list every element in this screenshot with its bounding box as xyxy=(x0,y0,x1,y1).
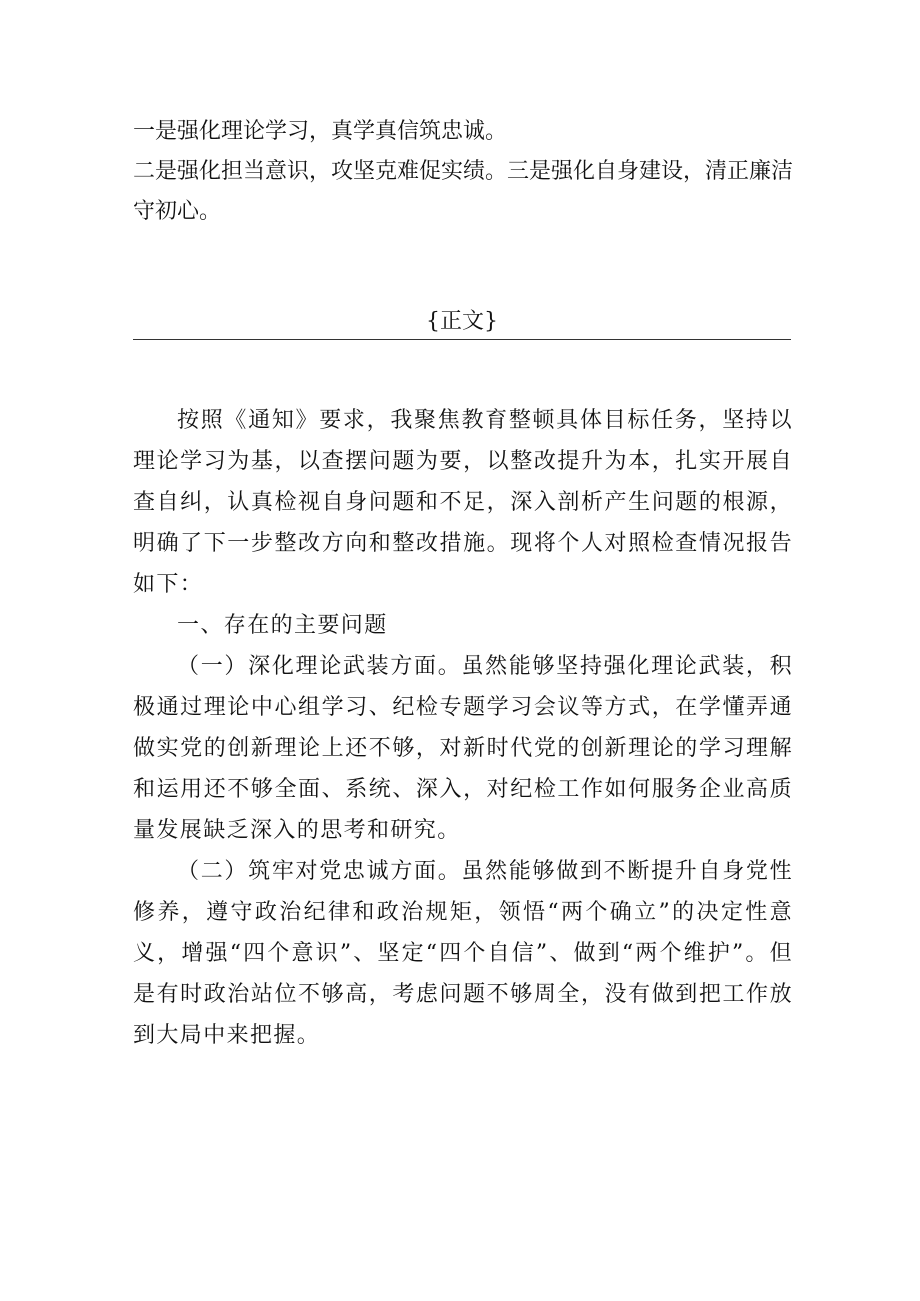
summary-line-1: 一是强化理论学习，真学真信筑忠诚。 xyxy=(133,119,508,144)
summary-line-2: 二是强化担当意识，攻坚克难促实绩。三是强化自身建设，清正廉洁守初心。 xyxy=(133,159,794,224)
section-heading-1: 一、存在的主要问题 xyxy=(177,613,388,638)
intro-paragraph: 按照《通知》要求，我聚焦教育整顿具体目标任务，坚持以理论学习为基，以查摆问题为要，以整改提升为本，扎实开展自查自纠，认真检视自身问题和不足，深入剖析产生问题的根源，明确了下一步整改方向和整改措施。现将个人对照检查情况报告如下： xyxy=(133,408,793,597)
summary-block xyxy=(133,112,793,232)
paragraph-item-1: （一）深化理论武装方面。虽然能够坚持强化理论武装，积极通过理论中心组学习、纪检专题学习会议等方式，在学懂弄通做实党的创新理论上还不够，对新时代党的创新理论的学习理解和运用还不够全面、系统、深入，对纪检工作如何服务企业高质量发展缺乏深入的思考和研究。 xyxy=(133,654,793,843)
paragraph-item-2: （二）筑牢对党忠诚方面。虽然能够做到不断提升自身党性修养，遵守政治纪律和政治规矩，领悟“两个确立”的决定性意义，增强“四个意识”、坚定“四个自信”、做到“两个维护”。但是有时政治站位不够高，考虑问题不够周全，没有做到把工作放到大局中来把握。 xyxy=(133,859,793,1048)
section-title: {正文} xyxy=(426,309,498,334)
body-text xyxy=(133,400,793,1056)
section-divider xyxy=(133,339,791,340)
